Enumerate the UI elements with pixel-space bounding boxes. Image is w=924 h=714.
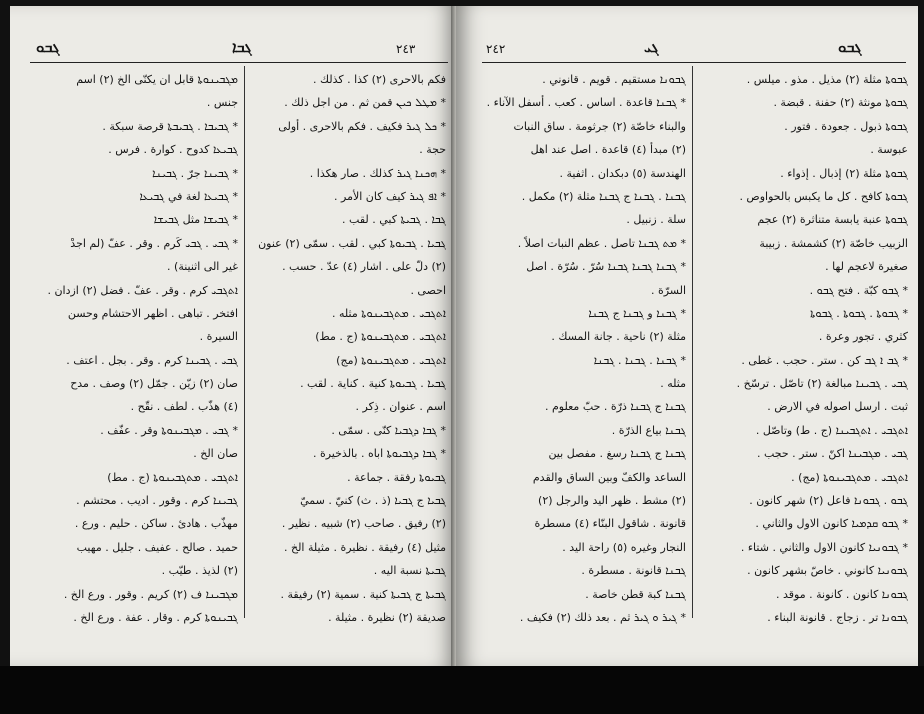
left-page-left-col-line: ܐܬܓܒܝ . ܡܬܓܒܝܢܘܬܐ (ج . مط)	[107, 470, 238, 484]
left-page-right-col-line: * ܗܟܢܐ ܓܝܪ كذلك . صار هكذا .	[309, 166, 446, 180]
left-page-right-col-line: * ܓܒܐ ܕܓܒܝܐ كنّى . سمّى .	[331, 423, 446, 437]
left-page-right-col-line: ܓܒܝܬܐ نسبة اليه .	[373, 564, 446, 578]
right-page-number: ٢٤٢	[486, 42, 506, 56]
left-page-right-col-line: * ܡܛܠ ܟܝܢ قمن ثم . من اجل ذلك .	[284, 96, 446, 110]
right-page-right-col-line: ܓܒܝ . ܡܓܒܝܢܐ اكنّ . ستر . حجب .	[756, 447, 908, 461]
right-page-left-col-line: قانونة . شاقول البنّاء (٤) مسطرة	[534, 517, 686, 531]
right-page-left-col-line: مثله .	[660, 377, 686, 391]
right-page-right-col-line: ܓܒܘܢܝܐ كانوني . خاصّ بشهر كانون .	[747, 564, 908, 578]
left-page-right-col-line: * ܓܒܐ ܕܓܒܝܘܬܐ اباه . بالذخيرة .	[312, 447, 446, 461]
right-page-right-col-line: ܓܒܘܢܐ كانون . كانونة . موقد .	[776, 587, 908, 601]
right-page-right-col-line: ثبت . ارسل اصوله في الارض .	[767, 400, 908, 414]
right-page-left-col-line: السرّة .	[650, 283, 686, 297]
right-page-column-right	[698, 68, 908, 629]
left-page-left-col-line: حميد . صالح . عفيف . جليل . مهيب	[76, 540, 238, 554]
right-page-left-col-line: (٢) مشط . ظهر اليد والرجل (٢)	[538, 494, 686, 508]
left-page-column-right	[250, 68, 446, 629]
right-page-right-col-line: كثري . تجور وعرة .	[818, 330, 908, 344]
right-column-divider	[692, 66, 693, 618]
left-header-rule	[30, 62, 448, 63]
left-page-right-col-line: * ܟܠ ܓܝܪ فكيف . فكم بالاحرى . أولى	[278, 119, 446, 133]
right-page-right-col-line: ܓܒܘܬܐ كافح . كل ما يكبس بالحواوص .	[739, 189, 908, 203]
left-page-right-col-line: احصى .	[410, 283, 446, 297]
right-header-rule	[482, 62, 906, 63]
right-page-right-col-line: * ܓܒܘ كبّة . فتح ܓܒܘ .	[809, 283, 908, 297]
right-page-right-col-line: ܓܒܘܬܐ مثلة (٢) مذيل . مذو . ميلس .	[746, 73, 908, 86]
left-page-left-col-line: ܓܒܝ . ܓܒܝܢܐ كرم . وقر . بجل . اعتف .	[66, 353, 238, 367]
left-page-left-col-line: افتخر . تباهى . اظهر الاحتشام وحسن	[67, 306, 238, 320]
left-page-left-col-line: ܓܒܝܥܐ كدوح . كوارة . فرس .	[108, 143, 238, 157]
scan-bottom-margin	[0, 666, 924, 714]
right-page-left-col-line: * ܓܒܢܐ قاعدة . اساس . كعب . أسفل الآناء .	[486, 96, 686, 110]
right-page-left-col-line: * ܓܒܢܐ و ܓܒܢܐ ج ܓܒܢܐ	[588, 306, 686, 320]
left-page-left-col-line: ܓܒܝܢܐ كرم . وقور . اديب . محتشم .	[76, 494, 238, 508]
right-page-right-col-line: الزبيب خاصّة (٢) كشمشة . زبيبة	[759, 236, 908, 250]
left-page-right-col-line: ܓܒܝܘܬܐ رفقة . جماعة .	[347, 470, 446, 484]
left-page-left-col-line: جنس .	[206, 96, 238, 110]
right-page-right-col-line: ܓܒܘܬܐ عنبة يابسة متناثرة (٢) عجم	[757, 213, 908, 227]
right-page-left-col-line: ܓܒܢܐ قانونة . مسطرة .	[581, 564, 686, 578]
left-page-right-col-line: (٢) رفيق . صاحب (٢) شبيه . نظير .	[281, 517, 446, 531]
right-page-left-col-line: والبناء خاصّة (٢) جرثومة . ساق النبات	[513, 119, 686, 133]
right-page-left-col-line: ܓܒܢܐ ج ܓܒܢܐ ذرّة . حبّ معلوم .	[545, 400, 686, 414]
right-page-left-col-line: ܓܒܢܐ بياع الذرّة .	[611, 423, 686, 437]
right-page-right-col-line: ܓܒܘܢܐ تر . زجاج . قانونة البناء .	[767, 610, 908, 624]
right-page-right-col-line: * ܓܒܘ ܩܕܡܝܐ كانون الاول والثاني .	[755, 517, 908, 531]
right-page-right-col-line: ܓܒܘܬܐ ذبول . جعودة . فتور .	[784, 119, 908, 133]
left-page-left-col-line: ܡܓܒܝܢܘܬܐ قابل ان يكنّى الخ (٢) اسم	[76, 73, 238, 86]
left-page-right-col-line: (٢) دلّ على . اشار (٤) عدّ . حسب .	[282, 260, 446, 274]
right-page-right-col-line: ܓܒܘܬܐ مونثة (٢) حفنة . قبضة .	[773, 96, 908, 110]
left-page-left-col-line: * ܓܒܝܥܐ لغة في ܓܒܝܥܐ	[139, 189, 238, 203]
left-page-left-col-line: مهذّب . هادئ . ساكن . حليم . ورع .	[74, 517, 238, 531]
right-page-left-col-line: سلة . زنبيل .	[626, 213, 686, 227]
left-column-divider	[244, 66, 245, 618]
left-page-column-left	[30, 68, 238, 629]
right-page-left-col-line: ܓܒܢܐ ج ܓܒܢܐ رسغ . مفصل بين	[548, 447, 686, 461]
left-page-left-col-line: * ܓܒܝ . ܡܓܒܝܢܘܬܐ وقر . عفّف .	[100, 423, 238, 437]
left-page-right-col-line: حجة .	[419, 143, 446, 157]
right-page	[456, 6, 918, 666]
left-page-right-col-line: ܓܒܝܐ . ܓܒܝܘܬܐ كبي . لقب . سمّى (٢) عنون	[258, 236, 446, 250]
right-page-right-col-line: ܐܬܓܒܝ . ܡܬܓܒܝܢܘܬܐ (مج) .	[791, 470, 908, 484]
right-page-right-col-line: ܓܒܝ . ܓܒܝܢܐ مبالغة (٢) تاصّل . ترسّخ .	[736, 377, 908, 391]
left-page-number: ٢٤٣	[396, 42, 416, 56]
right-page-left-col-line: ܓܒܢܐ كبة قطن خاصة .	[585, 587, 686, 601]
left-page-right-col-line: ܐܬܓܒܝ . ܡܬܓܒܝܢܘܬܐ (مج)	[336, 353, 446, 367]
right-running-head-inner: ܓܝ	[644, 38, 659, 56]
right-page-left-col-line: * ܓܒܢܐ ܓܒܢܐ ܓܒܢܐ سُرّ . سُرّة . اصل	[526, 260, 686, 274]
left-page-left-col-line: صان (٢) زيّن . جمّل (٢) وصف . مدح	[70, 377, 238, 391]
right-page-right-col-line: ܐܬܓܒܝ . ܐܬܓܒܝܢܐ (ج . ط) وتاصّل .	[755, 423, 908, 437]
left-page-right-col-line: ܓܒܝܐ ج ܓܒܝܐ (ذ . ث) كنيّ . سميّ	[300, 494, 446, 508]
left-page-right-col-line: * ܐܦ ܓܝܪ كيف كان الأمر .	[334, 189, 446, 203]
right-page-left-col-line: الهندسة (٥) دبكدان . اثفية .	[559, 166, 686, 180]
left-page-left-col-line: غير الى اثنينة) .	[167, 260, 238, 274]
left-page-right-col-line: ܓܒܝܐ . ܓܒܝܘܬܐ كنية . كناية . لقب .	[300, 377, 446, 391]
left-page-right-col-line: فكم بالاحرى (٢) كذا . كذلك .	[312, 73, 446, 86]
left-page-left-col-line: ܡܓܒܝܢܐ ف (٢) كريم . وقور . ورع الخ .	[63, 587, 238, 601]
left-page	[10, 6, 456, 666]
right-page-left-col-line: مثلة (٢) ناحية . جانة المسك .	[551, 330, 686, 344]
right-page-right-col-line: عبوسة .	[870, 143, 908, 157]
left-page-right-col-line: اسم . عنوان . ذِكر .	[355, 400, 446, 414]
left-page-left-col-line: * ܓܒܝܫܐ مثل ܓܒܝܫܐ	[153, 213, 238, 227]
right-page-column-left	[482, 68, 686, 629]
left-page-right-col-line: صديقة (٢) نظيرة . مثيلة .	[328, 610, 446, 624]
right-page-right-col-line: * ܓܒܘܢܝܐ كانون الاول والثاني . شتاء .	[740, 540, 908, 554]
right-page-right-col-line: ܓܒܘܬܐ مثلة (٢) إذبال . إذواء .	[780, 166, 908, 180]
right-page-right-col-line: * ܓܒ ܐ ܓܒ كن . ستر . حجب . غطى .	[741, 353, 908, 367]
left-page-right-col-line: ܐܬܓܒܝ . ܡܬܓܒܝܢܘܬܐ (ج . مط)	[315, 330, 446, 344]
left-page-left-col-line: * ܓܒܝܒܐ . ܓܒܝܒܬܐ قرصة سبكة .	[102, 119, 238, 133]
right-page-left-col-line: ܓܒܢܐ . ܓܒܢܐ ج ܓܒܢܐ مثلة (٢) مكمل .	[521, 189, 686, 203]
right-page-right-col-line: * ܓܒܘܬܐ . ܓܒܘܬܐ . ܓܒܘܬܐ	[810, 306, 908, 320]
right-page-left-col-line: الساعد والكفّ وبين الساق والقدم	[532, 470, 686, 484]
left-page-left-col-line: (٢) لذيذ . طيّب .	[161, 564, 238, 578]
left-page-right-col-line: ܓܒܝܬܐ ج ܓܒܝܬܐ كنية . سمية (٢) رفيقة .	[280, 587, 446, 601]
right-page-left-col-line: ܓܒܘܢܐ مستقيم . قويم . قانوني .	[542, 73, 686, 86]
right-page-left-col-line: (٢) مبدأ (٤) قاعدة . اصل عند اهل	[530, 143, 686, 157]
left-page-right-col-line: ܐܬܓܒܝ . ܡܬܓܒܝܢܘܬܐ مثله .	[332, 306, 446, 320]
left-page-left-col-line: * ܓܒܝܢܐ جرّ . ܓܒܝܢܐ	[152, 166, 238, 180]
right-page-left-col-line: النجار وغيره (٥) راحة اليد .	[562, 540, 686, 554]
left-page-left-col-line: ܓܒܝܢܘܬܐ كرم . وقار . عفة . ورع الخ .	[73, 610, 238, 624]
right-running-head-outer: ܓܒܘ	[838, 38, 862, 56]
left-page-left-col-line: صان الخ .	[193, 447, 238, 461]
right-page-left-col-line: * ܓܝܪ ܘ ܓܝܪ ثم . بعد ذلك (٢) فكيف .	[519, 610, 686, 624]
left-running-head-outer: ܓܒܘ	[36, 38, 60, 56]
right-page-left-col-line: * ܡܬ ܓܒܢܐ تاصل . عظم النبات اصلاً .	[517, 236, 686, 250]
right-page-right-col-line: ܓܒܘ . ܓܒܘܢܐ فاعل (٢) شهر كانون .	[749, 494, 908, 508]
left-page-left-col-line: (٤) هذّب . لطف . نقّح .	[130, 400, 238, 414]
left-page-left-col-line: السيرة .	[199, 330, 238, 344]
left-page-right-col-line: مثيل (٤) رفيقة . نظيرة . مثيلة الخ .	[283, 540, 446, 554]
right-page-left-col-line: * ܓܒܢܐ . ܓܒܢܐ . ܓܒܢܐ	[593, 353, 686, 367]
left-page-right-col-line: ܓܒܐ . ܓܒܝܬܐ كبي . لقب .	[342, 213, 446, 227]
right-page-right-col-line: صغيرة لاعجم لها .	[825, 260, 908, 274]
left-running-head-inner: ܓܒܐ	[232, 38, 252, 56]
left-page-left-col-line: * ܓܒܝ . ܓܒܝ كَرم . وقر . عفّ (لم اجدْ	[70, 236, 238, 250]
left-page-left-col-line: ܐܬܓܒܝ كرم . وقر . عفّ . فضل (٢) ازدان .	[47, 283, 238, 297]
